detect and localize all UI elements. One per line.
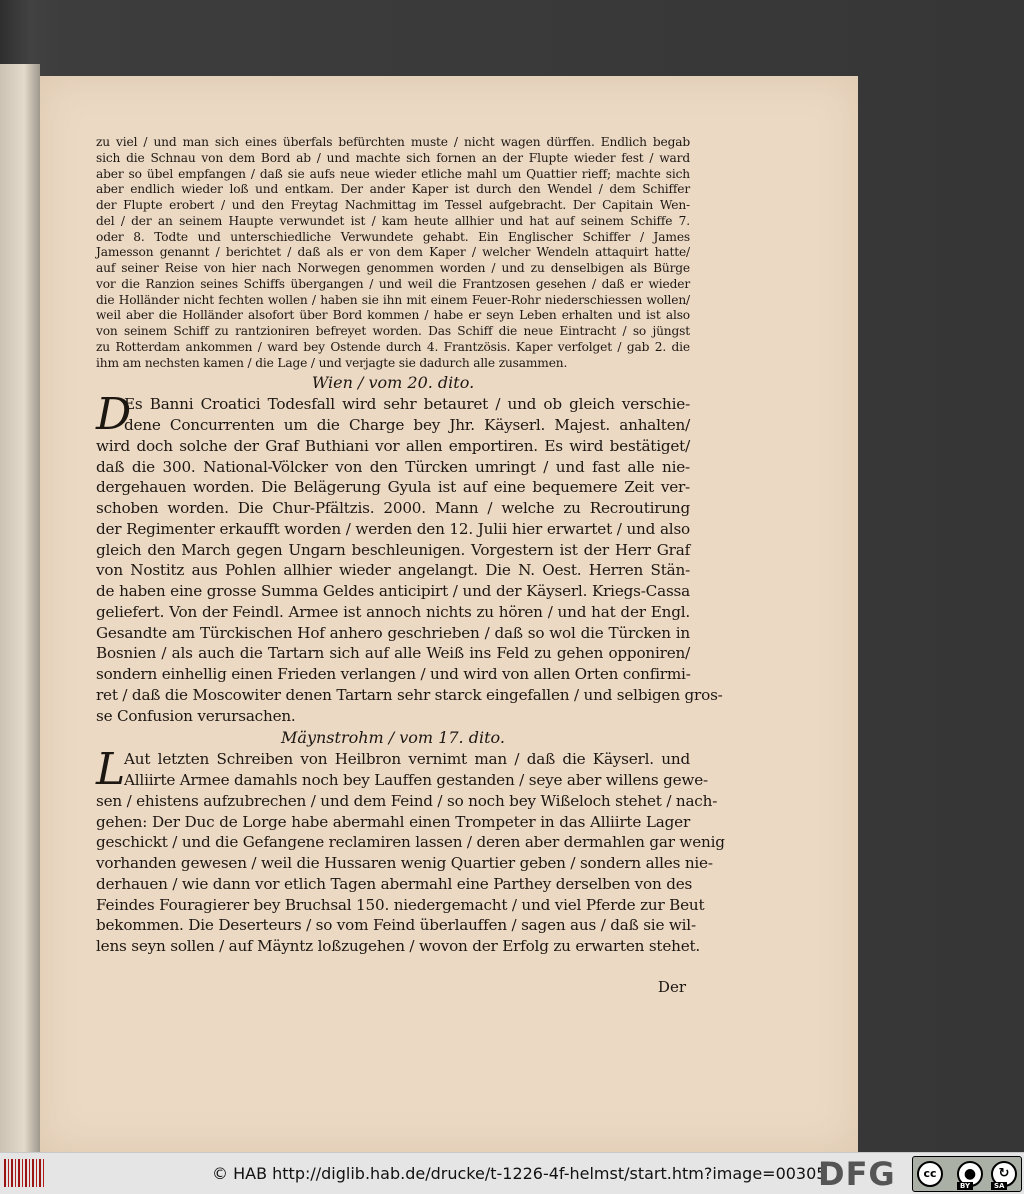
text-line: ihm am nechsten kamen / die Lage / und verjagte sie dadurch alle zusammen. — [96, 355, 568, 370]
text-line: oder 8. Todte und unterschiedliche Verwundete gehabt. Ein Englischer Schiffer / James — [96, 229, 690, 244]
text-line: vor die Ranzion seines Schiffs übergangen / und weil die Frantzosen gesehen / daß er wieder — [96, 276, 690, 291]
text-line: daß die 300. National-Völcker von den Türcken umringt / und fast alle nie- — [96, 457, 690, 476]
text-line: weil aber die Holländer alsofort über Bord kommen / habe er seyn Leben erhalten und ist also — [96, 308, 690, 323]
creative-commons-icon: cc — [917, 1161, 943, 1187]
text-line: der Flupte erobert / und den Freytag Nachmittag im Tessel aufgebracht. Der Capitain Wen- — [96, 198, 690, 212]
text-line: gleich den March gegen Ungarn beschleunigen. Vorgestern ist der Herr Graf — [96, 540, 690, 559]
viewer-footer — [0, 1152, 1024, 1194]
text-line: lens seyn sollen / auf Mäyntz loßzugehen / wovon der Erfolg zu erwarten stehet. — [96, 937, 701, 955]
text-line: von seinem Schiff zu rantzioniren befreyet worden. Das Schiff die neue Eintracht / so jüngst — [96, 324, 690, 338]
text-line: dene Concurrenten um die Charge bey Jhr. Käyserl. Majest. anhalten/ — [124, 416, 690, 434]
intro-paragraph — [96, 135, 690, 371]
text-line: aber endlich wieder loß und entkam. Der ander Kaper ist durch den Wendel / dem Schiffer — [96, 182, 690, 197]
text-line: geschickt / und die Gefangene reclamiren lassen / deren aber dermahlen gar wenig — [96, 833, 725, 852]
text-line: der Regimenter erkaufft worden / werden den 12. Julii hier erwartet / und also — [96, 519, 690, 538]
text-line: Feindes Fouragierer bey Bruchsal 150. niedergemacht / und viel Pferde zur Beut — [96, 895, 705, 914]
text-line: vorhanden gewesen / weil die Hussaren wenig Quartier geben / sondern alles nie- — [96, 854, 713, 872]
text-line: derhauen / wie dann vor etlich Tagen abermahl eine Parthey derselben von des — [96, 874, 693, 893]
text-line: wird doch solche der Graf Buthiani vor allen emportiren. Es wird bestätiget/ — [96, 436, 690, 455]
dfg-logo[interactable]: DFG — [818, 1155, 896, 1193]
text-line: de haben eine grosse Summa Geldes anticipirt / und der Käyserl. Kriegs-Cassa — [96, 582, 690, 600]
wien-heading: Wien / vom 20. dito. — [311, 373, 475, 393]
text-line: sondern einhellig einen Frieden verlangen / und wird von allen Orten confirmi- — [96, 665, 691, 683]
text-line: zu viel / und man sich eines überfals befürchten muste / nicht wagen dürffen. Endlich begab — [96, 135, 690, 149]
text-line: Gesandte am Türckischen Hof anhero geschrieben / daß so wol die Türcken in — [96, 623, 690, 642]
text-line: aber so übel empfangen / daß sie aufs neue wieder etliche mahl um Quattier rieff; machte sich — [96, 166, 690, 181]
text-line: auf seiner Reise von hier nach Norwegen genommen worden / und zu denselbigen als Bürge — [96, 261, 690, 275]
text-line: se Confusion verursachen. — [96, 706, 296, 725]
text-line: sich die Schnau von dem Bord ab / und machte sich fornen an der Flupte wieder fest / ward — [96, 150, 690, 165]
text-line: bekommen. Die Deserteurs / so vom Feind überlauffen / sagen aus / daß sie wil- — [96, 916, 696, 935]
license-sa-label: SA — [991, 1182, 1007, 1190]
previous-page-edge — [0, 64, 40, 1152]
text-line: Jamesson genannt / berichtet / daß als er von dem Kaper / welcher Wendeln attaquirt hatte/ — [96, 245, 690, 260]
text-line: Es Banni Croatici Todesfall wird sehr betauret / und ob gleich verschie- — [124, 395, 690, 414]
license-by-label: BY — [957, 1182, 973, 1190]
share-alike-icon: ↻ — [991, 1161, 1017, 1187]
wien-dropcap: D — [96, 389, 132, 441]
maynstrohm-dropcap: L — [96, 744, 126, 796]
text-line: dergehauen worden. Die Belägerung Gyula ist auf eine bequemere Zeit ver- — [96, 478, 690, 497]
maynstrohm-paragraph — [96, 744, 725, 957]
text-line: von Nostitz aus Pohlen allhier wieder angelangt. Die N. Oest. Herren Stän- — [96, 561, 690, 580]
text-line: Aut letzten Schreiben von Heilbron vernimt man / daß die Käyserl. und — [124, 750, 690, 769]
text-line: schoben worden. Die Chur-Pfältzis. 2000. Mann / welche zu Recroutirung — [96, 499, 690, 517]
text-line: geliefert. Von der Feindl. Armee ist annoch nichts zu hören / und hat der Engl. — [96, 602, 690, 621]
copyright-link[interactable]: © HAB http://diglib.hab.de/drucke/t-1226-4f-helmst/start.htm?image=00305 — [212, 1164, 827, 1183]
barcode-icon — [4, 1159, 46, 1187]
maynstrohm-heading: Mäynstrohm / vom 17. dito. — [281, 728, 505, 748]
text-line: ret / daß die Moscowiter denen Tartarn sehr starck eingefallen / und selbigen gros- — [96, 685, 723, 704]
wien-paragraph — [96, 389, 723, 726]
text-line: Alliirte Armee damahls noch bey Lauffen gestanden / seye aber willens gewe- — [124, 771, 708, 789]
text-line: Bosnien / als auch die Tartarn sich auf alle Weiß ins Feld zu gehen opponiren/ — [96, 644, 690, 663]
text-line: sen / ehistens aufzubrechen / und dem Feind / so noch bey Wißeloch stehet / nach- — [96, 791, 718, 810]
text-line: zu Rotterdam ankommen / ward bey Ostende durch 4. Frantzösis. Kaper verfolget / gab 2. die — [96, 339, 690, 354]
text-line: del / der an seinem Haupte verwundet ist / kam heute allhier und hat auf seinem Schiffe 7. — [96, 213, 690, 228]
license-badge[interactable] — [912, 1156, 1022, 1192]
text-line: gehen: Der Duc de Lorge habe abermahl einen Trompeter in das Alliirte Lager — [96, 812, 690, 831]
page-text — [96, 135, 725, 957]
catchword: Der — [657, 978, 686, 996]
attribution-icon: ● — [957, 1161, 983, 1187]
text-line: die Holländer nicht fechten wollen / haben sie ihn mit einem Feuer-Rohr niederschiessen wollen/ — [96, 292, 690, 307]
